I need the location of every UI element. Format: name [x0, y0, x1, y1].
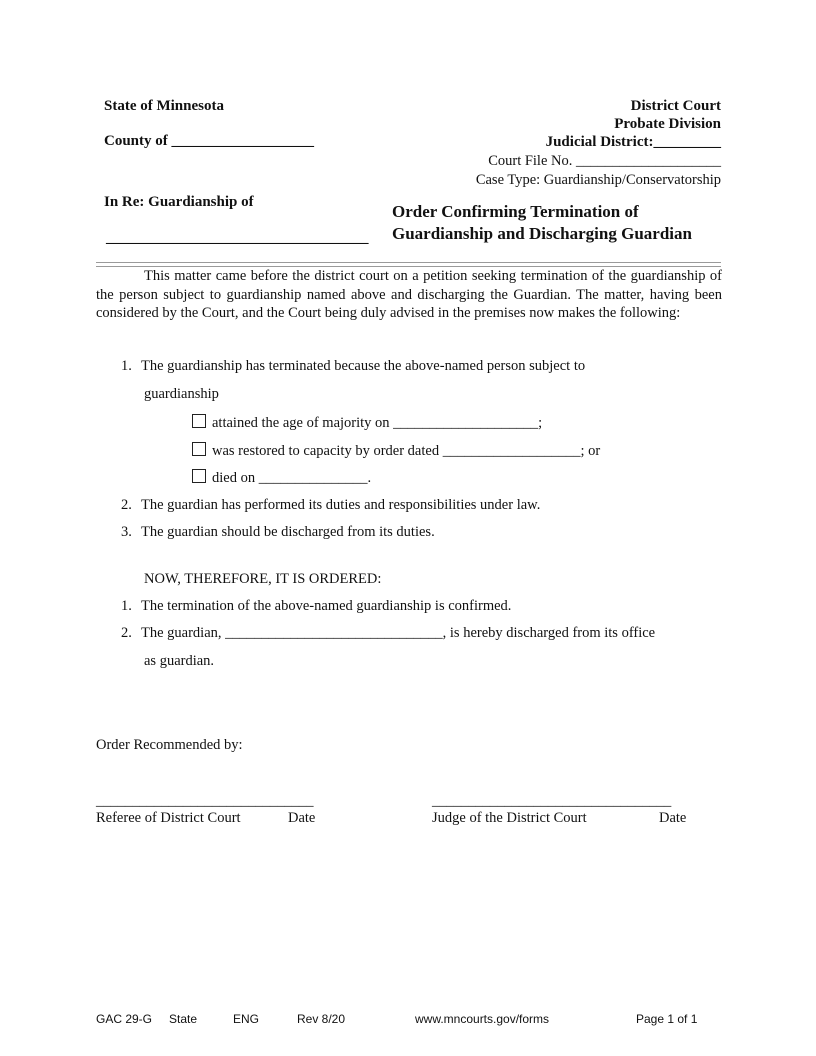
option-majority-text: attained the age of majority on ____________________; — [212, 415, 543, 431]
option-died-text: died on _______________. — [212, 470, 372, 486]
judge-date-label: Date — [659, 810, 687, 826]
intro-paragraph — [96, 267, 722, 323]
referee-signature-line[interactable]: ______________________________ — [96, 793, 314, 809]
option-restored-text: was restored to capacity by order dated ___________________; or — [212, 443, 601, 459]
majority-checkbox[interactable] — [192, 414, 206, 428]
court-file-field[interactable]: Court File No. ____________________ — [488, 153, 721, 169]
referee-date-label: Date — [288, 810, 316, 826]
case-type-label: Case Type: Guardianship/Conservatorship — [475, 172, 721, 188]
finding-2-text: The guardian has performed its duties and responsibilities under law. — [141, 497, 541, 513]
finding-1 — [121, 358, 585, 375]
finding-3-text: The guardian should be discharged from its duties. — [141, 524, 435, 540]
finding-3 — [121, 524, 435, 541]
in-re-name-field[interactable]: ___________________________________ — [106, 230, 369, 246]
court-label: District Court — [630, 98, 721, 114]
footer-revision: Rev 8/20 — [297, 1012, 346, 1026]
footer-page: Page 1 of 1 — [636, 1012, 698, 1026]
option-restored[interactable] — [192, 442, 600, 460]
footer-language: ENG — [233, 1012, 260, 1026]
finding-2-number: 2. — [121, 497, 132, 513]
footer-state: State — [169, 1012, 198, 1026]
referee-label: Referee of District Court — [96, 810, 241, 826]
document-title — [392, 201, 692, 245]
division-label: Probate Division — [614, 116, 721, 132]
finding-2 — [121, 497, 540, 514]
judge-label: Judge of the District Court — [432, 810, 587, 826]
intro-text: This matter came before the district court on a petition seeking termination of the guardianship of the person subject to guardianship named above and discharging the Guardian. The matter, having been considered by the Court, and the Court being duly advised in the premises now makes the following: — [96, 268, 722, 321]
judicial-district-field[interactable]: Judicial District:_________ — [545, 134, 721, 150]
in-re-label: In Re: Guardianship of — [104, 194, 254, 210]
judge-signature-line[interactable]: _________________________________ — [432, 793, 672, 809]
footer-url[interactable]: www.mncourts.gov/forms — [415, 1012, 550, 1026]
finding-1-number: 1. — [121, 358, 132, 374]
finding-1-text: The guardianship has terminated because the above-named person subject to — [141, 358, 586, 374]
option-majority[interactable] — [192, 414, 542, 432]
finding-3-number: 3. — [121, 524, 132, 540]
order-2-number: 2. — [121, 625, 132, 641]
title-line-2: Guardianship and Discharging Guardian — [392, 224, 692, 243]
order-2-text[interactable]: The guardian, ______________________________, is hereby discharged from its office — [141, 625, 656, 641]
finding-1-continued: guardianship — [144, 386, 219, 402]
ordered-heading: NOW, THEREFORE, IT IS ORDERED: — [144, 571, 382, 587]
title-line-1: Order Confirming Termination of — [392, 202, 639, 221]
order-1-number: 1. — [121, 598, 132, 614]
footer-form-number: GAC 29-G — [96, 1012, 153, 1026]
order-2-continued: as guardian. — [144, 653, 215, 669]
state-label: State of Minnesota — [104, 98, 224, 114]
county-field[interactable]: County of ___________________ — [104, 133, 315, 149]
order-1 — [121, 598, 511, 615]
died-checkbox[interactable] — [192, 469, 206, 483]
order-1-text: The termination of the above-named guardianship is confirmed. — [141, 598, 512, 614]
order-2 — [121, 625, 655, 642]
restored-checkbox[interactable] — [192, 442, 206, 456]
option-died[interactable] — [192, 469, 371, 487]
recommended-by-label: Order Recommended by: — [96, 737, 243, 753]
